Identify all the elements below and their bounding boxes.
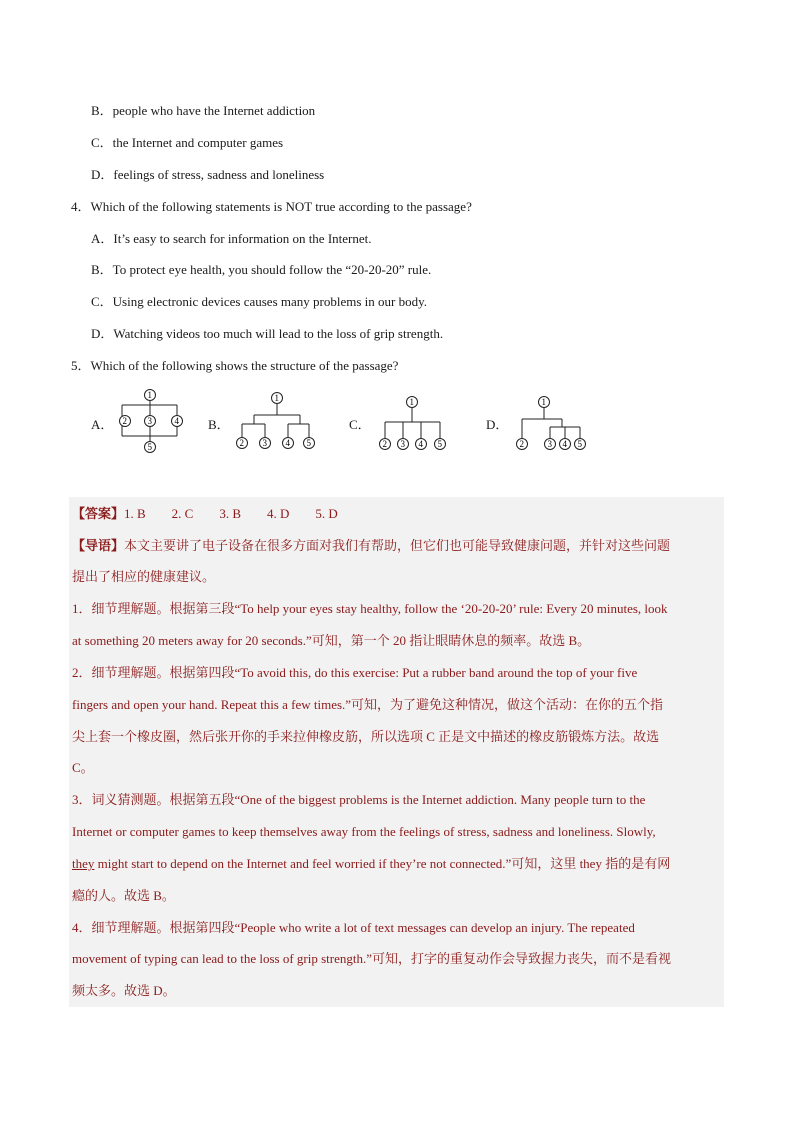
q4-option-b: B．To protect eye health, you should follow the “20-20-20” rule. [91,262,432,277]
structure-diagram-b [232,386,322,456]
explanation-3-line-2: Internet or computer games to keep themselves away from the feelings of stress, sadness and loneliness. Slowly, [72,824,656,839]
diagram-d-node-2: 2 [519,439,524,449]
explanation-1-line-1: 1．细节理解题。根据第三段“To help your eyes stay healthy, follow the ‘20-20-20’ rule: Every 20 minutes, look [72,601,668,616]
diagram-a-node-2: 2 [122,416,127,426]
q5-stem: 5．Which of the following shows the structure of the passage? [71,358,399,373]
answer-tag: 【答案】 [72,506,125,521]
guide-tag: 【导语】 [72,538,125,553]
diagram-a-node-5: 5 [147,442,152,452]
structure-diagram-c [374,386,454,456]
explanation-4-line-2: movement of typing can lead to the loss of grip strength.”可知，打字的重复动作会导致握力丧失，而不是看视 [72,951,672,966]
diagram-b-node-4: 4 [285,438,290,448]
diagram-c-node-4: 4 [418,439,423,449]
answer-explanation-panel [69,497,724,1007]
diagram-d-node-4: 4 [562,439,567,449]
explanation-2-line-2: fingers and open your hand. Repeat this a few times.”可知，为了避免这种情况，做这个活动：在你的五个指 [72,697,664,712]
diagram-b-node-1: 1 [274,393,279,403]
q3-option-c: C．the Internet and computer games [91,135,284,150]
explanation-3-line-1: 3．词义猜测题。根据第五段“One of the biggest problems is the Internet addiction. Many people turn to the [72,792,646,807]
explanation-2-line-4: C。 [72,760,94,775]
q4-option-c: C．Using electronic devices causes many problems in our body. [91,294,427,309]
explanation-2-line-1: 2．细节理解题。根据第四段“To avoid this, do this exercise: Put a rubber band around the top of your five [72,665,638,680]
explanation-4-line-1: 4．细节理解题。根据第四段“People who write a lot of text messages can develop an injury. The repeated [72,920,635,935]
diagram-b-node-5: 5 [306,438,311,448]
q4-option-d: D．Watching videos too much will lead to the loss of grip strength. [91,326,444,341]
q5-option-b-label: B． [208,417,230,432]
q4-stem: 4．Which of the following statements is NOT true according to the passage? [71,199,472,214]
diagram-b-node-2: 2 [239,438,244,448]
explanation-3-line-3: they might start to depend on the Internet and feel worried if they’re not connected.”可知，这里 they 指的是有网 [72,856,671,871]
guide-line-1: 【导语】本文主要讲了电子设备在很多方面对我们有帮助，但它们也可能导致健康问题，并针对这些问题 [72,538,671,553]
diagram-a-node-3: 3 [147,416,152,426]
q5-option-a-label: A． [91,417,114,432]
diagram-a-node-1: 1 [147,390,152,400]
q3-option-d: D．feelings of stress, sadness and loneliness [91,167,325,182]
diagram-d-node-3: 3 [547,439,552,449]
diagram-b-node-3: 3 [262,438,267,448]
structure-diagram-d [510,386,590,456]
answer-line [72,505,338,523]
q5-option-c-label: C． [349,417,371,432]
diagram-c-node-5: 5 [437,439,442,449]
diagram-c-node-3: 3 [400,439,405,449]
explanation-3-line-4: 瘾的人。故选 B。 [72,888,175,903]
answer-values: 1. B 2. C 3. B 4. D 5. D [124,506,338,521]
diagram-c-node-2: 2 [382,439,387,449]
explanation-4-line-3: 频太多。故选 D。 [72,983,176,998]
q5-option-d-label: D． [486,417,509,432]
diagram-d-node-1: 1 [541,397,546,407]
diagram-a-node-4: 4 [174,416,179,426]
structure-diagram-a [114,386,194,456]
diagram-d-node-5: 5 [577,439,582,449]
explanation-2-line-3: 尖上套一个橡皮圈，然后张开你的手来拉伸橡皮筋，所以选项 C 正是文中描述的橡皮筋锻炼方法。故选 [72,729,660,744]
explanation-1-line-2: at something 20 meters away for 20 seconds.”可知，第一个 20 指让眼睛休息的频率。故选 B。 [72,633,591,648]
diagram-c-node-1: 1 [409,397,414,407]
q3-option-b: B．people who have the Internet addiction [91,103,316,118]
guide-line-2: 提出了相应的健康建议。 [72,569,216,584]
q4-option-a: A．It’s easy to search for information on the Internet. [91,231,372,246]
underlined-word: they [72,856,95,871]
